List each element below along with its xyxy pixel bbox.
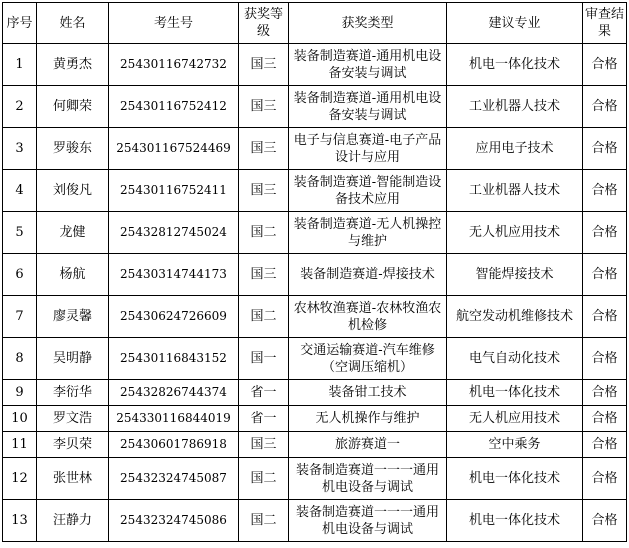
cell-name: 李衍华	[37, 380, 109, 406]
cell-award-level: 国二	[239, 458, 289, 500]
table-row	[3, 254, 627, 296]
table-row	[3, 86, 627, 128]
cell-major: 无人机应用技术	[447, 212, 583, 254]
cell-major: 空中乘务	[447, 432, 583, 458]
table-row	[3, 380, 627, 406]
cell-exam-id: 25432324745087	[109, 458, 239, 500]
cell-result: 合格	[583, 458, 627, 500]
cell-name: 张世林	[37, 458, 109, 500]
cell-award-type: 电子与信息赛道-电子产品设计与应用	[289, 128, 447, 170]
cell-result: 合格	[583, 500, 627, 542]
cell-seq: 2	[3, 86, 37, 128]
header-seq: 序号	[3, 3, 37, 44]
cell-major: 工业机器人技术	[447, 86, 583, 128]
cell-award-level: 国三	[239, 128, 289, 170]
cell-major: 电气自动化技术	[447, 338, 583, 380]
cell-award-level: 国三	[239, 432, 289, 458]
cell-seq: 12	[3, 458, 37, 500]
cell-award-type: 交通运输赛道-汽车维修（空调压缩机）	[289, 338, 447, 380]
cell-seq: 8	[3, 338, 37, 380]
table-row	[3, 338, 627, 380]
cell-major: 应用电子技术	[447, 128, 583, 170]
cell-major: 无人机应用技术	[447, 406, 583, 432]
cell-exam-id: 25430314744173	[109, 254, 239, 296]
table-row	[3, 170, 627, 212]
cell-name: 何卿荣	[37, 86, 109, 128]
cell-exam-id: 25430116843152	[109, 338, 239, 380]
cell-seq: 13	[3, 500, 37, 542]
cell-exam-id: 25430601786918	[109, 432, 239, 458]
cell-exam-id: 25430116742732	[109, 44, 239, 86]
cell-award-level: 国三	[239, 254, 289, 296]
cell-award-type: 装备钳工技术	[289, 380, 447, 406]
cell-award-level: 国二	[239, 500, 289, 542]
cell-result: 合格	[583, 432, 627, 458]
cell-result: 合格	[583, 296, 627, 338]
cell-result: 合格	[583, 44, 627, 86]
cell-name: 李贝荣	[37, 432, 109, 458]
cell-exam-id: 254330116844019	[109, 406, 239, 432]
cell-result: 合格	[583, 86, 627, 128]
header-major: 建议专业	[447, 3, 583, 44]
header-result: 审查结果	[583, 3, 627, 44]
table-row	[3, 212, 627, 254]
cell-seq: 7	[3, 296, 37, 338]
cell-major: 工业机器人技术	[447, 170, 583, 212]
cell-exam-id: 254301167524469	[109, 128, 239, 170]
cell-major: 机电一体化技术	[447, 380, 583, 406]
cell-award-level: 国三	[239, 170, 289, 212]
cell-exam-id: 25432826744374	[109, 380, 239, 406]
cell-result: 合格	[583, 254, 627, 296]
cell-result: 合格	[583, 170, 627, 212]
cell-award-level: 国三	[239, 44, 289, 86]
header-exam-id: 考生号	[109, 3, 239, 44]
table-row	[3, 128, 627, 170]
cell-name: 廖灵馨	[37, 296, 109, 338]
cell-name: 杨航	[37, 254, 109, 296]
cell-award-type: 装备制造赛道一一一通用机电设备与调试	[289, 458, 447, 500]
cell-major: 机电一体化技术	[447, 458, 583, 500]
cell-result: 合格	[583, 338, 627, 380]
cell-exam-id: 25430116752412	[109, 86, 239, 128]
cell-major: 机电一体化技术	[447, 44, 583, 86]
cell-award-type: 装备制造赛道-无人机操控与维护	[289, 212, 447, 254]
cell-major: 航空发动机维修技术	[447, 296, 583, 338]
cell-award-level: 省一	[239, 380, 289, 406]
cell-award-type: 装备制造赛道-智能制造设备技术应用	[289, 170, 447, 212]
cell-exam-id: 25432324745086	[109, 500, 239, 542]
cell-award-type: 装备制造赛道-焊接技术	[289, 254, 447, 296]
cell-seq: 11	[3, 432, 37, 458]
cell-award-level: 国二	[239, 212, 289, 254]
cell-seq: 5	[3, 212, 37, 254]
cell-result: 合格	[583, 406, 627, 432]
cell-award-type: 装备制造赛道一一一通用机电设备与调试	[289, 500, 447, 542]
cell-result: 合格	[583, 212, 627, 254]
cell-name: 罗文浩	[37, 406, 109, 432]
cell-award-level: 国三	[239, 86, 289, 128]
cell-name: 罗骏东	[37, 128, 109, 170]
cell-award-level: 省一	[239, 406, 289, 432]
cell-exam-id: 25430116752411	[109, 170, 239, 212]
cell-exam-id: 25430624726609	[109, 296, 239, 338]
cell-seq: 9	[3, 380, 37, 406]
cell-name: 黄勇杰	[37, 44, 109, 86]
cell-seq: 4	[3, 170, 37, 212]
cell-seq: 6	[3, 254, 37, 296]
cell-seq: 10	[3, 406, 37, 432]
table-row	[3, 406, 627, 432]
header-name: 姓名	[37, 3, 109, 44]
cell-name: 刘俊凡	[37, 170, 109, 212]
award-review-table	[2, 2, 627, 542]
cell-exam-id: 25432812745024	[109, 212, 239, 254]
table-row	[3, 44, 627, 86]
cell-seq: 3	[3, 128, 37, 170]
cell-name: 吴明静	[37, 338, 109, 380]
cell-award-type: 装备制造赛道-通用机电设备安装与调试	[289, 86, 447, 128]
header-row	[3, 3, 627, 44]
header-award-type: 获奖类型	[289, 3, 447, 44]
cell-award-type: 装备制造赛道-通用机电设备安装与调试	[289, 44, 447, 86]
table-row	[3, 458, 627, 500]
cell-award-level: 国二	[239, 296, 289, 338]
cell-award-type: 无人机操作与维护	[289, 406, 447, 432]
cell-name: 龙健	[37, 212, 109, 254]
table-row	[3, 432, 627, 458]
cell-major: 智能焊接技术	[447, 254, 583, 296]
cell-award-type: 旅游赛道一	[289, 432, 447, 458]
cell-award-type: 农林牧渔赛道-农林牧渔农机检修	[289, 296, 447, 338]
cell-seq: 1	[3, 44, 37, 86]
cell-award-level: 国一	[239, 338, 289, 380]
header-award-level: 获奖等级	[239, 3, 289, 44]
cell-result: 合格	[583, 380, 627, 406]
cell-name: 汪静力	[37, 500, 109, 542]
cell-major: 机电一体化技术	[447, 500, 583, 542]
cell-result: 合格	[583, 128, 627, 170]
table-row	[3, 500, 627, 542]
table-row	[3, 296, 627, 338]
